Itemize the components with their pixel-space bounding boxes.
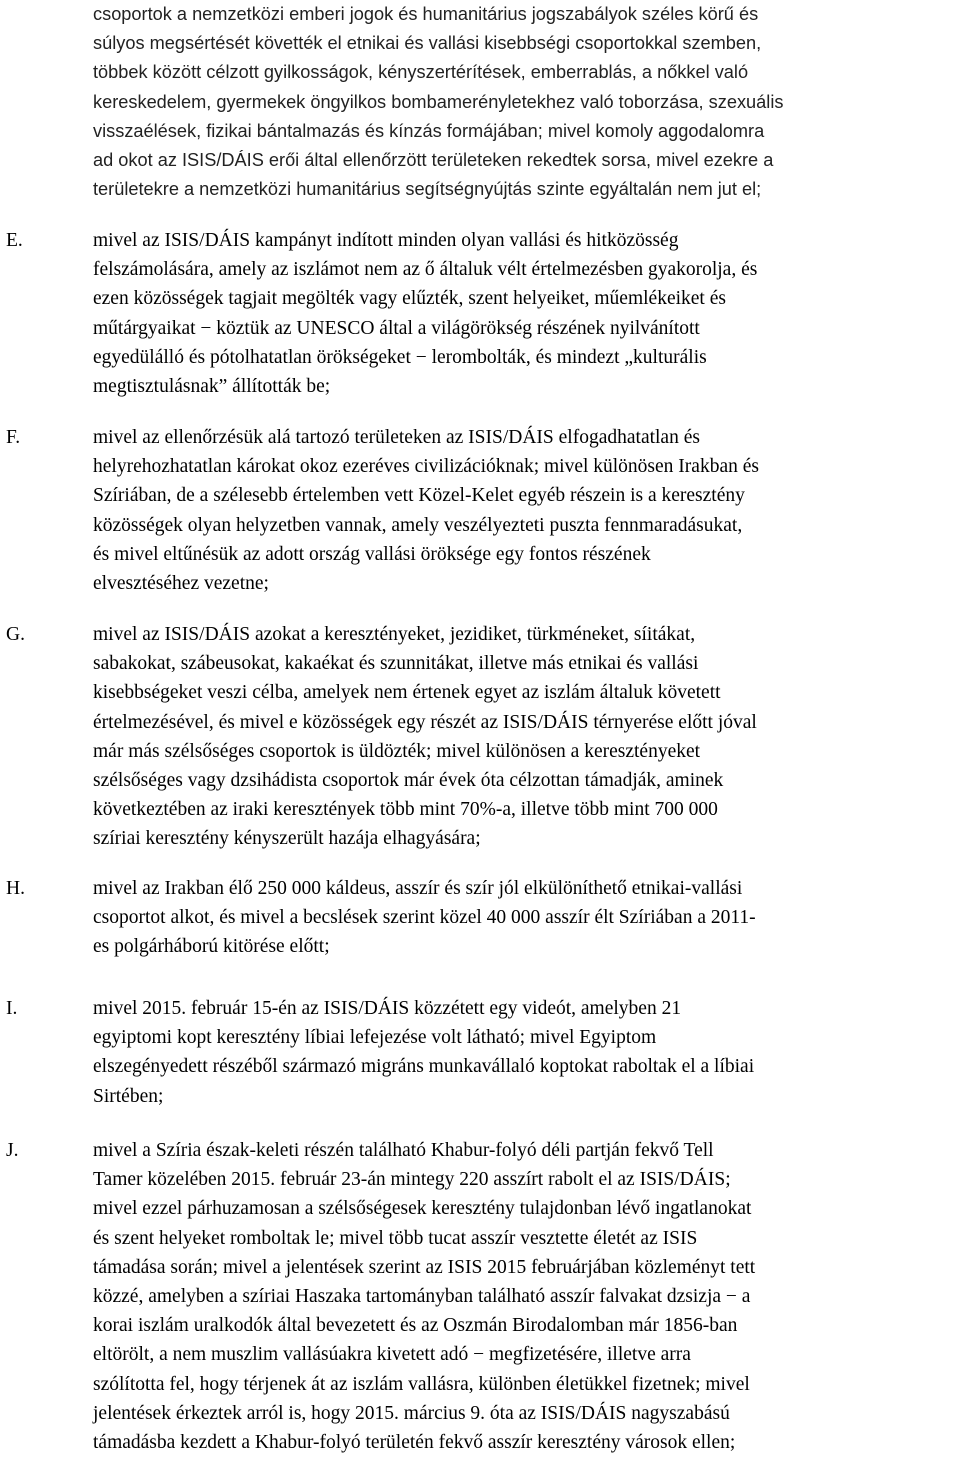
text-line: elvesztéséhez vezetne; bbox=[93, 573, 269, 595]
text-line: és szent helyeket romboltak le; mivel több tucat asszír vesztette életét az ISIS bbox=[93, 1227, 698, 1249]
text-line: helyrehozhatatlan károkat okoz ezeréves civilizációknak; mivel különösen Irakban és bbox=[93, 456, 759, 478]
text-line: közzé, amelyben a szíriai Haszaka tartományban található asszír falvakat dzsizja − a bbox=[93, 1286, 751, 1308]
text-line: már más szélsőséges csoportok is üldözték; mivel különösen a keresztényeket bbox=[93, 740, 701, 762]
recital-letter: G. bbox=[6, 624, 25, 645]
text-line: csoportok a nemzetközi emberi jogok és humanitárius jogszabályok széles körű és bbox=[93, 4, 759, 24]
text-line: jelentések érkeztek arról is, hogy 2015. március 9. óta az ISIS/DÁIS nagyszabású bbox=[93, 1402, 730, 1424]
text-line: kisebbségeket veszi célba, amelyek nem értenek egyet az iszlám általuk követett bbox=[93, 682, 721, 704]
text-line: többek között célzott gyilkosságok, kényszertérítések, emberrablás, a nőkkel való bbox=[93, 62, 749, 83]
recital-text bbox=[93, 874, 949, 962]
text-line: szélsőséges vagy dzsihádista csoportok már évek óta célzottan támadják, aminek bbox=[93, 770, 724, 792]
recital-text bbox=[93, 423, 949, 598]
text-line: ezen közösségek tagjait megölték vagy elűzték, szent helyeiket, műemlékeiket és bbox=[93, 288, 726, 310]
text-line: következtében az iraki keresztények több mint 70%-a, illetve több mint 700 000 bbox=[93, 799, 718, 821]
text-line: támadása során; mivel a jelentések szerint az ISIS 2015 februárjában közleményt tett bbox=[93, 1256, 756, 1278]
text-line: kereskedelem, gyermekek öngyilkos bombamerényletekhez való toborzása, szexuális bbox=[93, 91, 784, 112]
text-line: mivel az ISIS/DÁIS azokat a keresztényeket, jezidiket, türkméneket, síitákat, bbox=[93, 624, 696, 645]
text-line: mivel az ISIS/DÁIS kampányt indított minden olyan vallási és hitközösség bbox=[93, 230, 679, 251]
text-line: sabakokat, szábeusokat, kakaékat és szunnitákat, illetve más etnikai és vallási bbox=[93, 653, 699, 675]
text-line: mivel az ellenőrzésük alá tartozó területeken az ISIS/DÁIS elfogadhatatlan és bbox=[93, 427, 700, 448]
recital-letter: H. bbox=[6, 878, 25, 899]
recital-text bbox=[93, 620, 949, 854]
text-line: ad okot az ISIS/DÁIS erői által ellenőrzött területeken rekedtek sorsa, mivel ezekre a bbox=[93, 150, 774, 171]
text-line: mivel 2015. február 15-én az ISIS/DÁIS közzétett egy videót, amelyben 21 bbox=[93, 998, 682, 1019]
text-line: eltörölt, a nem muszlim vallásúakra kivetett adó − megfizetésére, illetve arra bbox=[93, 1344, 691, 1366]
text-line: korai iszlám uralkodók által bevezetett és az Oszmán Birodalomban már 1856-ban bbox=[93, 1315, 738, 1337]
recital-letter: I. bbox=[6, 998, 18, 1019]
text-line: és mivel eltűnésük az adott ország vallási öröksége egy fontos részének bbox=[93, 543, 651, 565]
text-line: közösségek olyan helyzetben vannak, amely veszélyezteti puszta fennmaradásukat, bbox=[93, 514, 743, 536]
text-line: Sirtében; bbox=[93, 1085, 164, 1107]
text-line: mivel az Irakban élő 250 000 káldeus, asszír és szír jól elkülöníthető etnikai-vallási bbox=[93, 878, 743, 899]
text-line: műtárgyaikat − köztük az UNESCO által a világörökség részének nyilvánított bbox=[93, 317, 700, 339]
text-line: egyiptomi kopt keresztény líbiai lefejezése volt látható; mivel Egyiptom bbox=[93, 1027, 657, 1049]
text-line: visszaélések, fizikai bántalmazás és kínzás formájában; mivel komoly aggodalomra bbox=[93, 120, 765, 141]
text-line: mivel a Szíria észak-keleti részén található Khabur-folyó déli partján fekvő Tell bbox=[93, 1140, 714, 1161]
recital-letter: F. bbox=[6, 427, 21, 448]
text-line: megtisztulásnak” állították be; bbox=[93, 376, 331, 398]
text-line: szólította fel, hogy térjenek át az iszlám vallásra, különben életükkel fizetnek; mivel bbox=[93, 1373, 750, 1395]
recital-text bbox=[93, 1136, 949, 1457]
text-line: egyedülálló és pótolhatatlan örökségeket − lerombolták, és mindezt „kulturális bbox=[93, 346, 707, 368]
recital-text bbox=[93, 226, 949, 401]
recital-letter: J. bbox=[6, 1140, 19, 1161]
text-line: Szíriában, de a szélesebb értelemben vett Közel-Kelet egyéb részein is a keresztény bbox=[93, 485, 745, 507]
text-line: támadásba kezdett a Khabur-folyó területén fekvő asszír keresztény városok ellen; bbox=[93, 1432, 736, 1454]
text-line: es polgárháború kitörése előtt; bbox=[93, 936, 330, 958]
text-line: súlyos megsértését követték el etnikai és vallási kisebbségi csoportokkal szemben, bbox=[93, 33, 762, 54]
intro-paragraph-text bbox=[93, 0, 949, 204]
text-line: Tamer közelében 2015. február 23-án mintegy 220 asszírt rabolt el az ISIS/DÁIS; bbox=[93, 1169, 731, 1191]
text-line: szíriai keresztény kényszerült hazája elhagyására; bbox=[93, 828, 481, 850]
recital-letter: E. bbox=[6, 230, 23, 251]
text-line: értelmezésével, és mivel e közösségek egy részét az ISIS/DÁIS térnyerése előtt jóval bbox=[93, 711, 757, 733]
recital-text bbox=[93, 994, 949, 1111]
text-line: területekre a nemzetközi humanitárius segítségnyújtás szinte egyáltalán nem jut el; bbox=[93, 179, 762, 200]
text-line: felszámolására, amely az iszlámot nem az ő általuk vélt értelmezésben gyakorolja, és bbox=[93, 259, 758, 281]
text-line: mivel ezzel párhuzamosan a szélsőségesek keresztény tulajdonban lévő ingatlanokat bbox=[93, 1198, 752, 1220]
text-line: elszegényedett részéből származó migráns munkavállaló koptokat raboltak el a líbiai bbox=[93, 1056, 755, 1078]
text-line: csoportot alkot, és mivel a becslések szerint közel 40 000 asszír élt Szíriában a 2011- bbox=[93, 907, 756, 929]
